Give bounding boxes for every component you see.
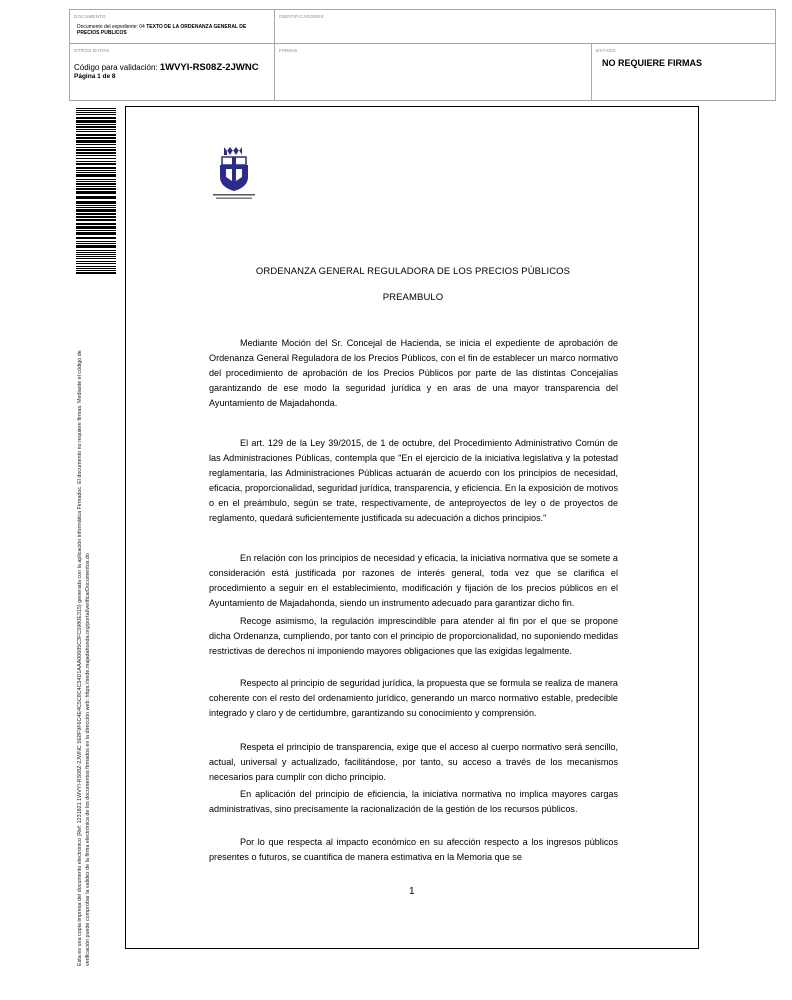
barcode-bar <box>76 261 116 262</box>
barcode-bar <box>76 258 116 259</box>
codigo-validacion <box>74 62 259 73</box>
pagina-info: Página 1 de 8 <box>74 73 116 80</box>
barcode-bar <box>76 174 116 177</box>
barcode-bar <box>76 112 116 113</box>
barcode-bar <box>76 140 116 143</box>
documento-label: DOCUMENTO <box>74 14 106 19</box>
barcode-bar <box>76 266 116 267</box>
barcode-bar <box>76 272 116 274</box>
paragraph: Respeta el principio de transparencia, exige que el acceso al cuerpo normativo será sencillo, actual, universal y actualizado, facilitándose, por tanto, su acceso a través de los mecanismos necesarios para cumplir con dicho principio. <box>209 742 618 782</box>
paragraph: En relación con los principios de necesidad y eficacia, la iniciativa normativa que se somete a consideración está justificada por razones de interés general, toda vez que se clarifica el procedimiento a seguir en el establecimiento, modificación y fijación de los precios públicos en el Ayuntamiento de Majadahonda, siendo un instrumento adecuado para garantizar dicho fin. <box>209 553 618 608</box>
majadahonda-logo-icon <box>210 143 258 201</box>
firmas-cell <box>275 44 592 100</box>
barcode-bar <box>76 183 116 185</box>
document-title: ORDENANZA GENERAL REGULADORA DE LOS PRECIOS PÚBLICOS <box>255 266 571 277</box>
identificadores-cell <box>275 10 775 44</box>
barcode-bar <box>76 188 116 190</box>
barcode-bar <box>76 147 116 148</box>
barcode-bar <box>76 263 116 264</box>
document-subtitle: PREAMBULO <box>382 292 444 303</box>
barcode-bar <box>76 117 116 119</box>
estado-label: ESTADO <box>596 48 616 53</box>
documento-prefix: Documento del expediente: 04 <box>77 24 145 30</box>
barcode-bar <box>76 252 116 253</box>
firmas-label: FIRMAS <box>279 48 298 53</box>
barcode-bar <box>76 170 116 171</box>
paragraph: Recoge asimismo, la regulación imprescindible para atender al fin por el que se propone dicha Ordenanza, cumpliendo, por tanto con el principio de proporcionalidad, no suponiendo medidas restrictivas de derechos ni imponiendo mayores obligaciones que las exigidas legalmente. <box>209 616 618 656</box>
barcode-bar <box>76 126 116 128</box>
documento-value <box>77 24 267 36</box>
documento-title: TEXTO DE LA ORDENANZA GENERAL DE PRECIOS PUBLICOS <box>77 24 247 36</box>
barcode-bar <box>76 201 116 204</box>
barcode-bar <box>76 219 116 221</box>
barcode-bar <box>76 245 116 248</box>
barcode-bar <box>76 120 116 123</box>
paragraph: Respecto al principio de seguridad jurídica, la propuesta que se formula se realiza de manera coherente con el resto del ordenamiento jurídico, generando un marco normativo estable, predecible integrado y claro y de certidumbre, garantizando su conocimiento y comprensión. <box>209 678 618 718</box>
barcode-bar <box>76 114 116 115</box>
barcode-bar <box>76 163 116 165</box>
paragraph: En aplicación del principio de eficiencia, la iniciativa normativa no implica mayores cargas administrativas, sino precisamente la racionalización de la gestión de los recursos públicos. <box>209 789 618 814</box>
barcode-bar <box>76 186 116 187</box>
barcode-bar <box>76 232 116 235</box>
barcode-bar <box>76 144 116 145</box>
barcode-bar <box>76 167 116 169</box>
barcode-bar <box>76 131 116 132</box>
barcode-bar <box>76 205 116 206</box>
otros-datos-cell <box>70 44 275 100</box>
barcode-bar <box>76 137 116 139</box>
barcode-bar <box>76 230 116 231</box>
identificadores-label: IDENTIFICADORES <box>279 14 324 19</box>
barcode-bar <box>76 207 116 208</box>
barcode-bar <box>76 256 116 257</box>
barcode-bar <box>76 161 116 162</box>
barcode-bar <box>76 270 116 271</box>
barcode-bar <box>76 268 116 269</box>
barcode-bar <box>76 181 116 182</box>
barcode-bar <box>76 191 116 194</box>
barcode-bar <box>76 237 116 239</box>
barcode-bar <box>76 226 116 229</box>
paragraph: Mediante Moción del Sr. Concejal de Hacienda, se inicia el expediente de aprobación de Ordenanza General Reguladora de los Precios Públicos, con el fin de establecer un marco normativo del procedimiento de aprobación de los Precios Públicos por parte de las distintas Concejalías garantizando de ese modo la seguridad jurídica y en aras de una mayor transparencia del Ayuntamiento de Majadahonda. <box>209 338 618 408</box>
barcode-bar <box>76 172 116 173</box>
page-number: 1 <box>409 886 415 897</box>
barcode-bar <box>76 196 116 199</box>
barcode-bar <box>76 124 116 125</box>
estado-cell <box>592 44 775 100</box>
barcode-bar <box>76 110 116 111</box>
barcode-image <box>76 108 116 274</box>
document-header <box>69 9 776 101</box>
barcode-bar <box>76 216 116 218</box>
side-text-line-2: verificación puede comprobar la validez de la firma electrónica de los documentos firmados en la dirección web: https://sede.majadahonda.org/portal/verificarDocumentos.do <box>85 553 91 966</box>
otros-datos-label: OTROS DATOS <box>74 48 110 53</box>
page-frame <box>125 106 699 949</box>
codigo-label: Código para validación: <box>74 63 158 72</box>
barcode-bar <box>76 158 116 159</box>
barcode-bar <box>76 129 116 130</box>
codigo-value[interactable]: 1WVYI-RS08Z-2JWNC <box>159 62 259 73</box>
estado-value: NO REQUIERE FIRMAS <box>602 58 703 68</box>
barcode-bar <box>76 223 116 225</box>
barcode-bar <box>76 209 116 212</box>
barcode-bar <box>76 149 116 151</box>
side-text-line-1: Esta es una copia impresa del documento electrónico (Ref: 1231821 1WVYI-RS08Z-2JWNC 5E8F9F6C4E4C5C8C4C54D1AAA00685C3FC5980E315) generada con la aplicación informática Firmadoc. El documento no requiere firmas. Mediante el código de <box>77 350 83 966</box>
barcode-bar <box>76 254 116 255</box>
side-verification-text <box>76 286 102 966</box>
paragraph: Por lo que respecta al impacto económico en su afección respecto a los ingresos públicos presentes o futuros, se cuantifica de manera estimativa en la Memoria que se <box>209 837 618 862</box>
barcode-bar <box>76 134 116 136</box>
barcode-bar <box>76 179 116 180</box>
barcode-bar <box>76 241 116 242</box>
barcode-bar <box>76 213 116 215</box>
barcode-bar <box>76 152 116 154</box>
barcode-bar <box>76 108 116 109</box>
documento-cell <box>70 10 275 44</box>
barcode-bar <box>76 250 116 251</box>
paragraph: El art. 129 de la Ley 39/2015, de 1 de octubre, del Procedimiento Administrativo Común de las Administraciones Públicas, contempla que "En el ejercicio de la iniciativa legislativa y la potestad reglamentaria, las Administraciones Públicas actuarán de acuerdo con los principios de necesidad, eficacia, proporcionalidad, seguridad jurídica, transparencia, y eficiencia. En la exposición de motivos o en el preámbulo, según se trate, respectivamente, de anteproyectos de ley o de proyectos de reglamento, quedará suficientemente justificada su adecuación a dichos principios." <box>209 438 618 523</box>
barcode-bar <box>76 243 116 244</box>
barcode-bar <box>76 155 116 156</box>
